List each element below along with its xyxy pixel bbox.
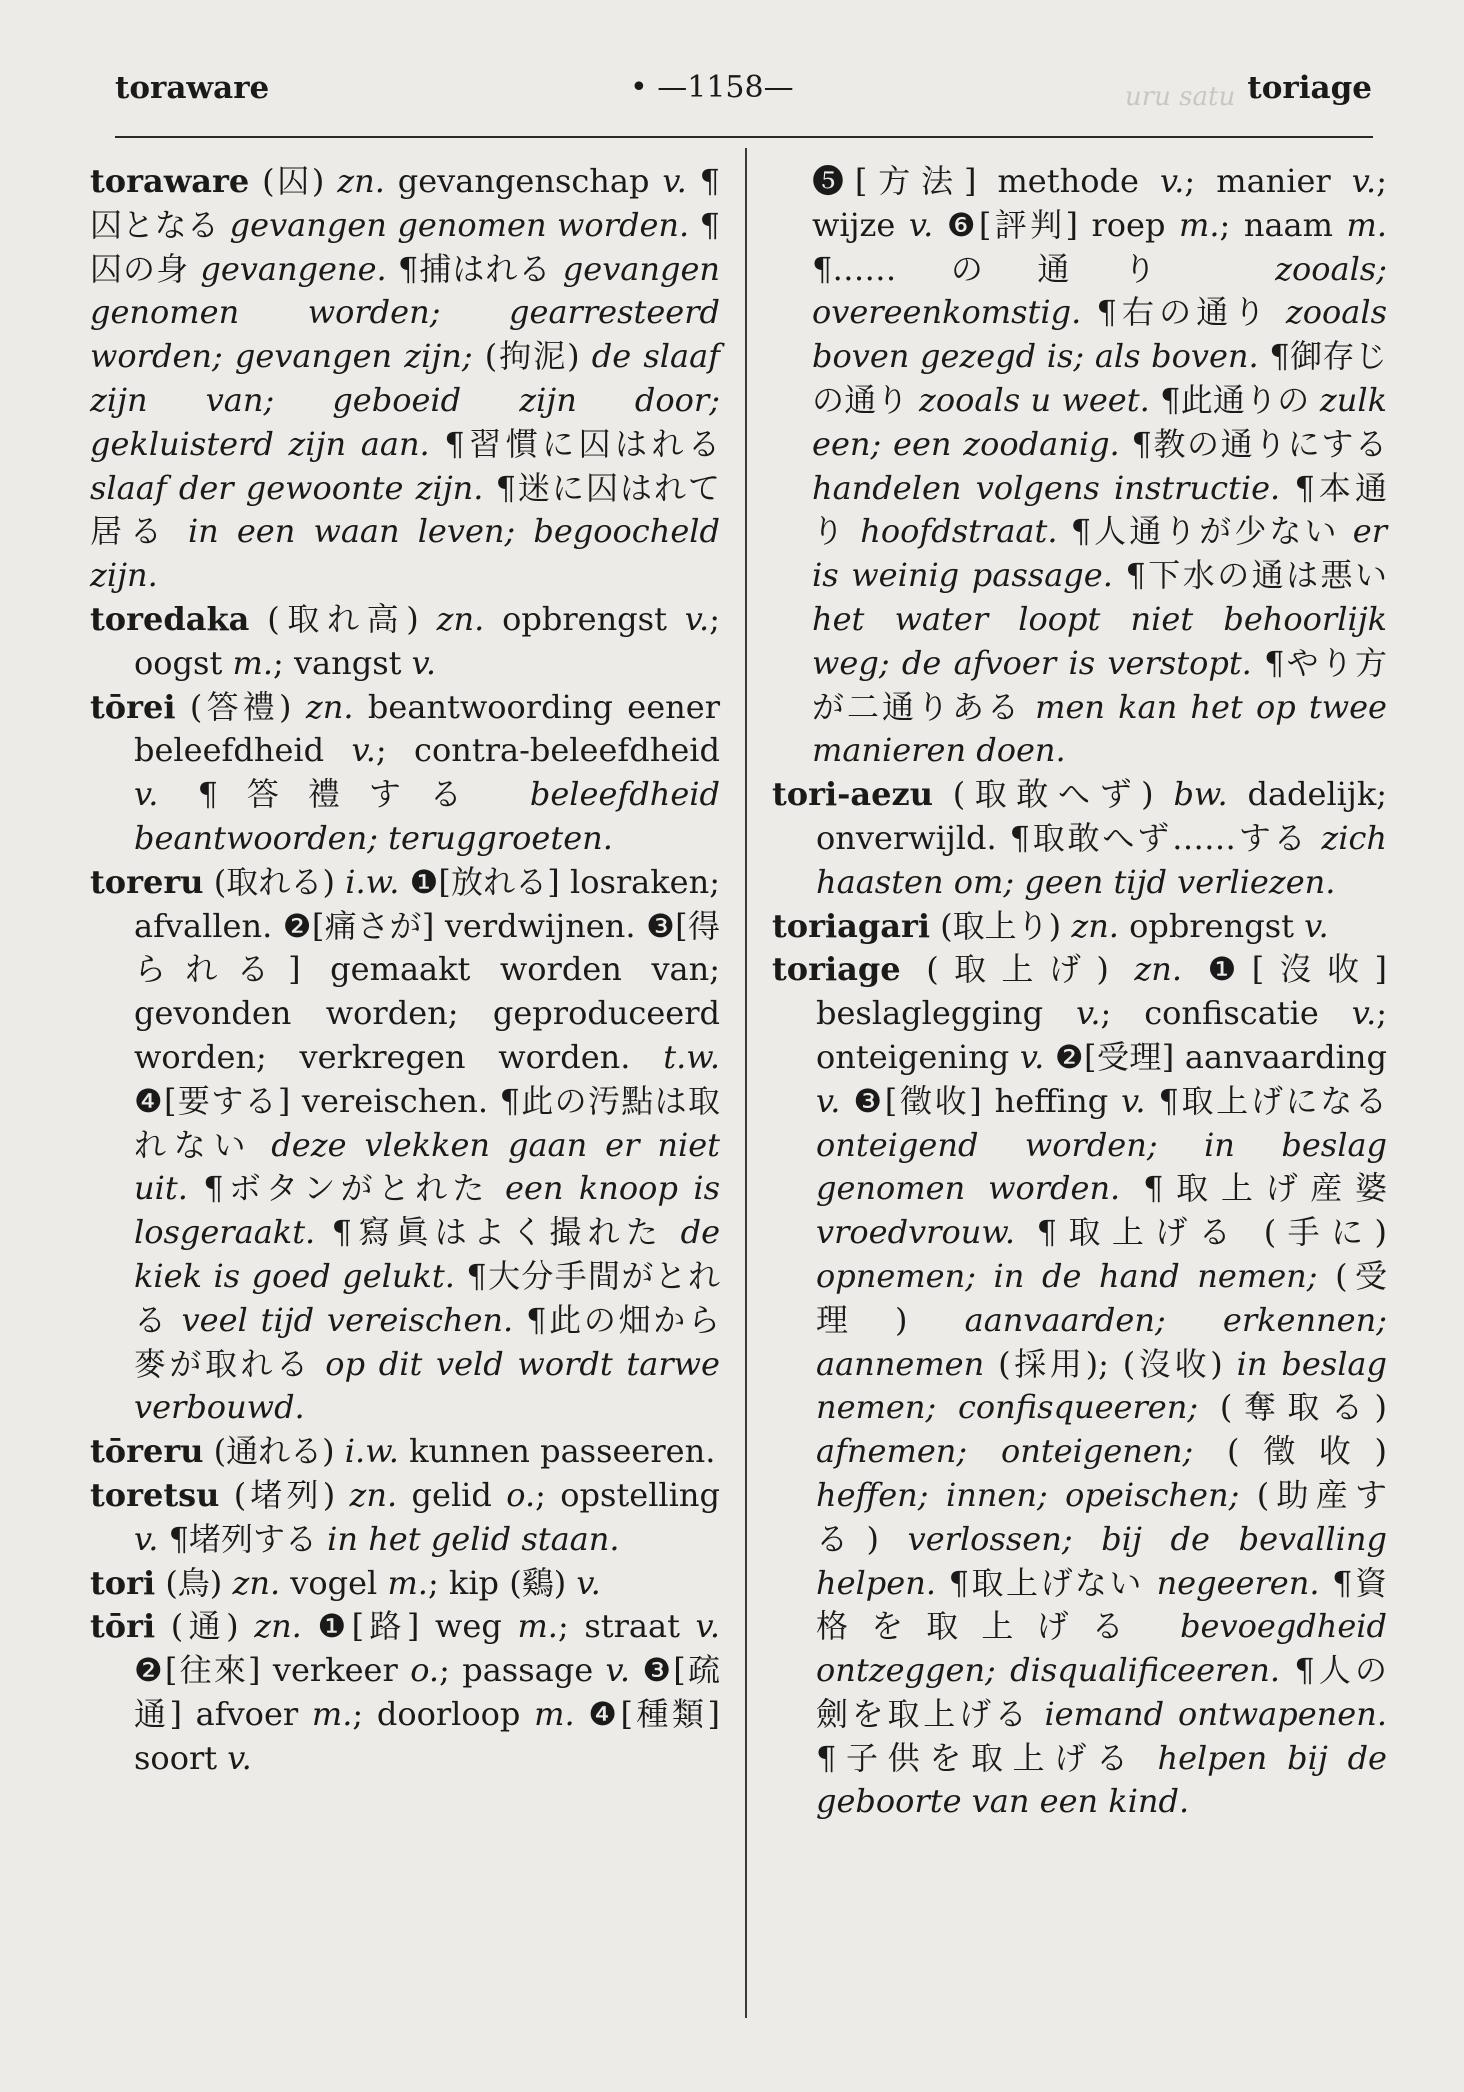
headword: toretsu — [90, 1475, 220, 1514]
dictionary-entry: toraware (囚) zn. gevangenschap v. ¶囚となる gevangen genomen worden. ¶囚の身 gevangene. ¶捕はれる gevangen genomen worden; gearresteerd worden; gevangen zijn; (拘泥) de slaaf zijn van; geboeid zijn door; gekluisterd zijn aan. ¶習慣に囚はれる slaaf der gewoonte zijn. ¶迷に囚はれて居る in een waan leven; begoocheld zijn. — [90, 162, 720, 595]
headword: tori — [90, 1563, 156, 1602]
dictionary-entry: toreru (取れる) i.w. ❶[放れる] losraken; afvallen. ❷[痛さが] verdwijnen. ❸[得られる] gemaakt worden van; gevonden worden; geproduceerd worden; verkregen worden. t.w. ❹[要する] vereischen. ¶此の汚點は取れない deze vlekken gaan er niet uit. ¶ボタンがとれた een knoop is losgeraakt. ¶寫眞はよく撮れた de kiek is goed gelukt. ¶大分手間がとれる veel tijd vereischen. ¶此の畑から麥が取れる op dit veld wordt tarwe verbouwd. — [90, 862, 720, 1427]
dictionary-entry: toriage (取上げ) zn. ❶[沒收] beslaglegging v.; confiscatie v.; onteigening v. ❷[受理] aanvaarding v. ❸[徵收] heffing v. ¶取上げになる onteigend worden; in beslag genomen worden. ¶取上げ産婆 vroedvrouw. ¶取上げる (手に) opnemen; in de hand nemen; (受理) aanvaarden; erkennen; aannemen (採用); (沒收) in beslag nemen; confisqueeren; (奪取る) afnemen; onteigenen; (徵收) heffen; innen; opeischen; (助産する) verlossen; bij de bevalling helpen. ¶取上げない negeeren. ¶資格を取上げる bevoegdheid ontzeggen; disqualificeeren. ¶人の劍を取上げる iemand ontwapenen. ¶子供を取上げる helpen bij de geboorte van een kind. — [772, 950, 1388, 1821]
dictionary-entry: toriagari (取上り) zn. opbrengst v. — [772, 906, 1329, 945]
headword: toraware — [90, 162, 250, 200]
column-divider — [745, 148, 747, 2018]
dictionary-entry: tōri (通) zn. ❶[路] weg m.; straat v. ❷[往來] verkeer o.; passage v. ❸[疏通] afvoer m.; doorloop m. ❹[種類] soort v. — [90, 1607, 720, 1777]
dictionary-entry: toretsu (堵列) zn. gelid o.; opstelling v. ¶堵列する in het gelid staan. — [90, 1475, 720, 1558]
dictionary-entry: tori (鳥) zn. vogel m.; kip (鷄) v. — [90, 1563, 601, 1602]
header-right-guide-word: toriage — [1247, 70, 1372, 106]
dictionary-entry: toredaka (取れ高) zn. opbrengst v.; oogst m.; vangst v. — [90, 599, 720, 682]
dictionary-entry: tori-aezu (取敢へず) bw. dadelijk; onverwijld. ¶取敢へず……する zich haasten om; geen tijd verliezen. — [772, 775, 1387, 901]
headword: tori-aezu — [772, 775, 933, 814]
headword: toriage — [772, 950, 901, 989]
headword: tōri — [90, 1607, 156, 1646]
dictionary-entry: ❺[方法] methode v.; manier v.; wijze v. ❻[評判] roep m.; naam m. ¶……の通り zooals; overeenkomstig. ¶右の通り zooals boven gezegd is; als boven. ¶御存じの通り zooals u weet. ¶此通りの zulk een; een zoodanig. ¶教の通りにする handelen volgens instructie. ¶本通り hoofdstraat. ¶人通りが少ない er is weinig passage. ¶下水の通は悪い het water loopt niet behoorlijk weg; de afvoer is verstopt. ¶やり方が二通りある men kan het op twee manieren doen. — [812, 162, 1387, 770]
dictionary-entry: tōrei (答禮) zn. beantwoording eener beleefdheid v.; contra-beleefdheid v. ¶答禮する beleefdheid beantwoorden; teruggroeten. — [90, 687, 721, 857]
right-column — [772, 160, 1387, 1824]
header-rule — [115, 136, 1373, 138]
headword: tōrei — [90, 687, 176, 726]
headword: tōreru — [90, 1432, 204, 1471]
bleed-through-text: uru satu — [1125, 82, 1236, 112]
headword: toreru — [90, 862, 204, 901]
page-number: • —1158— — [630, 70, 794, 105]
left-column — [90, 160, 720, 1780]
dictionary-entry: tōreru (通れる) i.w. kunnen passeeren. — [90, 1432, 716, 1471]
headword: toredaka — [90, 599, 250, 638]
header-left-guide-word: toraware — [115, 70, 270, 106]
headword: toriagari — [772, 906, 930, 945]
